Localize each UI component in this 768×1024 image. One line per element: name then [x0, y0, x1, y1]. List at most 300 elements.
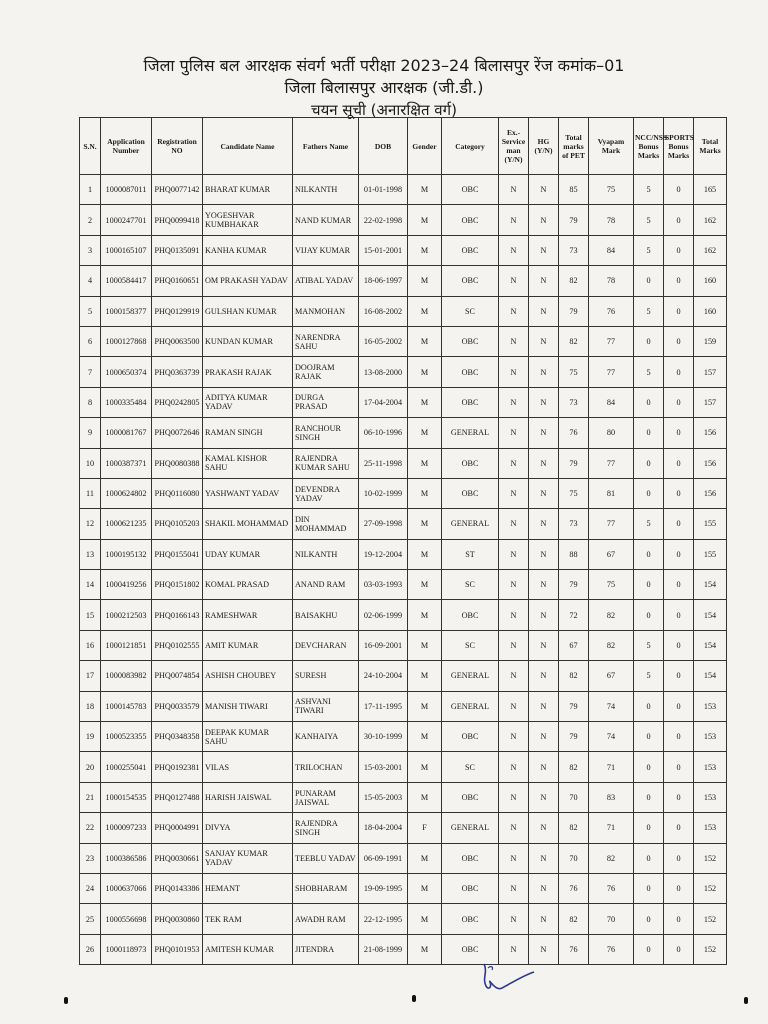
table-cell: AMIT KUMAR	[203, 630, 293, 660]
table-cell: N	[529, 691, 559, 721]
table-row	[80, 235, 727, 265]
table-cell: VIJAY KUMAR	[293, 235, 359, 265]
table-cell: OBC	[442, 326, 499, 356]
table-cell: 0	[634, 326, 664, 356]
table-cell: KANHAIYA	[293, 722, 359, 752]
table-cell: 8	[80, 387, 101, 417]
table-cell: 1	[80, 175, 101, 205]
table-cell: N	[499, 813, 529, 843]
table-row	[80, 630, 727, 660]
table-cell: 1000212503	[101, 600, 152, 630]
table-cell: SC	[442, 630, 499, 660]
table-row	[80, 600, 727, 630]
table-cell: 14	[80, 570, 101, 600]
table-cell: 160	[694, 296, 727, 326]
table-cell: N	[529, 296, 559, 326]
table-cell: M	[408, 752, 442, 782]
table-cell: 6	[80, 326, 101, 356]
table-cell: 79	[559, 722, 589, 752]
table-cell: M	[408, 691, 442, 721]
table-cell: 73	[559, 509, 589, 539]
table-cell: PHQ0363739	[152, 357, 203, 387]
table-cell: DEVENDRA YADAV	[293, 478, 359, 508]
table-cell: PHQ0072646	[152, 418, 203, 448]
table-cell: PHQ0143386	[152, 873, 203, 903]
table-cell: M	[408, 326, 442, 356]
table-cell: M	[408, 904, 442, 934]
table-cell: 79	[559, 570, 589, 600]
table-row	[80, 722, 727, 752]
table-cell: OBC	[442, 722, 499, 752]
table-cell: 84	[589, 235, 634, 265]
table-cell: UDAY KUMAR	[203, 539, 293, 569]
table-cell: 0	[634, 448, 664, 478]
table-row	[80, 873, 727, 903]
table-cell: BHARAT KUMAR	[203, 175, 293, 205]
table-row	[80, 357, 727, 387]
table-cell: 5	[634, 205, 664, 235]
table-cell: ADITYA KUMAR YADAV	[203, 387, 293, 417]
table-cell: NILKANTH	[293, 539, 359, 569]
table-cell: PHQ0135091	[152, 235, 203, 265]
table-cell: PHQ0030860	[152, 904, 203, 934]
table-cell: OBC	[442, 873, 499, 903]
table-cell: 1000154535	[101, 782, 152, 812]
table-cell: N	[499, 873, 529, 903]
table-cell: M	[408, 722, 442, 752]
table-cell: DEVCHARAN	[293, 630, 359, 660]
table-cell: 0	[634, 387, 664, 417]
table-cell: 160	[694, 266, 727, 296]
table-cell: OBC	[442, 478, 499, 508]
table-cell: SHOBHARAM	[293, 873, 359, 903]
column-header: Registration NO	[152, 118, 203, 175]
table-cell: N	[499, 782, 529, 812]
table-cell: 155	[694, 539, 727, 569]
table-cell: GENERAL	[442, 691, 499, 721]
table-cell: 78	[589, 266, 634, 296]
table-cell: 0	[664, 235, 694, 265]
table-cell: OBC	[442, 904, 499, 934]
table-cell: PHQ0063500	[152, 326, 203, 356]
table-cell: 21-08-1999	[359, 934, 408, 964]
table-cell: 80	[589, 418, 634, 448]
table-cell: NAND KUMAR	[293, 205, 359, 235]
table-cell: 79	[559, 296, 589, 326]
table-cell: 0	[634, 722, 664, 752]
table-cell: 0	[664, 175, 694, 205]
punch-hole-mark	[412, 995, 416, 1002]
table-row	[80, 387, 727, 417]
table-cell: N	[499, 326, 529, 356]
column-header: Fathers Name	[293, 118, 359, 175]
table-row	[80, 570, 727, 600]
table-cell: PHQ0192381	[152, 752, 203, 782]
table-cell: M	[408, 235, 442, 265]
table-cell: SHAKIL MOHAMMAD	[203, 509, 293, 539]
table-cell: ST	[442, 539, 499, 569]
table-cell: 77	[589, 326, 634, 356]
table-cell: N	[529, 387, 559, 417]
table-cell: 30-10-1999	[359, 722, 408, 752]
table-cell: N	[529, 661, 559, 691]
table-cell: PHQ0077142	[152, 175, 203, 205]
table-cell: 0	[664, 296, 694, 326]
table-cell: PHQ0101953	[152, 934, 203, 964]
table-cell: N	[499, 661, 529, 691]
table-cell: 13-08-2000	[359, 357, 408, 387]
table-row	[80, 205, 727, 235]
table-cell: OBC	[442, 387, 499, 417]
table-cell: 153	[694, 722, 727, 752]
table-cell: SURESH	[293, 661, 359, 691]
column-header: S.N.	[80, 118, 101, 175]
table-cell: 0	[664, 691, 694, 721]
table-cell: PHQ0074854	[152, 661, 203, 691]
table-cell: PHQ0099418	[152, 205, 203, 235]
table-row	[80, 843, 727, 873]
document-header	[0, 55, 768, 121]
table-cell: RAJENDRA SINGH	[293, 813, 359, 843]
table-cell: 1000195132	[101, 539, 152, 569]
table-cell: TEK RAM	[203, 904, 293, 934]
column-header: Vyapam Mark	[589, 118, 634, 175]
table-cell: 0	[664, 509, 694, 539]
table-cell: 0	[634, 813, 664, 843]
table-row	[80, 448, 727, 478]
table-cell: 156	[694, 418, 727, 448]
table-cell: BAISAKHU	[293, 600, 359, 630]
table-cell: M	[408, 600, 442, 630]
table-cell: 1000621235	[101, 509, 152, 539]
table-cell: 16	[80, 630, 101, 660]
table-cell: PHQ0127488	[152, 782, 203, 812]
table-cell: N	[499, 752, 529, 782]
table-cell: M	[408, 266, 442, 296]
table-cell: PHQ0116080	[152, 478, 203, 508]
table-cell: M	[408, 175, 442, 205]
table-row	[80, 296, 727, 326]
column-header: HG (Y/N)	[529, 118, 559, 175]
table-cell: 24-10-2004	[359, 661, 408, 691]
table-cell: N	[529, 448, 559, 478]
table-cell: PHQ0030661	[152, 843, 203, 873]
table-cell: M	[408, 782, 442, 812]
table-cell: 0	[634, 570, 664, 600]
table-cell: 5	[634, 357, 664, 387]
table-row	[80, 478, 727, 508]
column-header: Application Number	[101, 118, 152, 175]
table-cell: N	[529, 722, 559, 752]
table-cell: N	[499, 175, 529, 205]
table-cell: 157	[694, 387, 727, 417]
table-cell: 03-03-1993	[359, 570, 408, 600]
table-cell: 154	[694, 661, 727, 691]
table-cell: 0	[664, 600, 694, 630]
table-cell: N	[499, 205, 529, 235]
table-cell: 76	[589, 296, 634, 326]
table-row	[80, 661, 727, 691]
table-cell: N	[499, 539, 529, 569]
table-cell: 0	[664, 418, 694, 448]
table-cell: NARENDRA SAHU	[293, 326, 359, 356]
table-cell: PHQ0155041	[152, 539, 203, 569]
table-cell: 153	[694, 752, 727, 782]
table-cell: N	[529, 570, 559, 600]
table-cell: 75	[559, 478, 589, 508]
column-header: Total marks of PET	[559, 118, 589, 175]
table-cell: N	[499, 600, 529, 630]
table-cell: 88	[559, 539, 589, 569]
table-cell: 18-04-2004	[359, 813, 408, 843]
table-cell: 155	[694, 509, 727, 539]
table-cell: 1000081767	[101, 418, 152, 448]
table-cell: 152	[694, 873, 727, 903]
column-header: Candidate Name	[203, 118, 293, 175]
table-cell: 26	[80, 934, 101, 964]
table-row	[80, 418, 727, 448]
table-cell: 165	[694, 175, 727, 205]
table-cell: N	[529, 205, 559, 235]
table-cell: 71	[589, 813, 634, 843]
table-cell: M	[408, 296, 442, 326]
table-cell: RAMAN SINGH	[203, 418, 293, 448]
table-cell: 25-11-1998	[359, 448, 408, 478]
table-cell: 154	[694, 570, 727, 600]
table-cell: 3	[80, 235, 101, 265]
table-cell: GENERAL	[442, 813, 499, 843]
table-cell: 10-02-1999	[359, 478, 408, 508]
table-cell: 0	[664, 782, 694, 812]
table-cell: KAMAL KISHOR SAHU	[203, 448, 293, 478]
table-cell: 76	[559, 418, 589, 448]
table-cell: OBC	[442, 448, 499, 478]
table-cell: 79	[559, 448, 589, 478]
table-cell: 19	[80, 722, 101, 752]
column-header: NCC/NSS Bonus Marks	[634, 118, 664, 175]
table-cell: N	[529, 904, 559, 934]
table-cell: N	[529, 873, 559, 903]
table-cell: 0	[664, 843, 694, 873]
signature	[478, 958, 538, 998]
table-cell: M	[408, 448, 442, 478]
table-cell: 18	[80, 691, 101, 721]
table-cell: 11	[80, 478, 101, 508]
table-cell: N	[529, 235, 559, 265]
table-cell: 15-03-2001	[359, 752, 408, 782]
table-cell: M	[408, 478, 442, 508]
table-cell: F	[408, 813, 442, 843]
table-row	[80, 266, 727, 296]
table-row	[80, 904, 727, 934]
table-cell: 1000523355	[101, 722, 152, 752]
punch-hole-mark	[744, 997, 748, 1004]
table-cell: 1000386586	[101, 843, 152, 873]
table-cell: 15	[80, 600, 101, 630]
table-cell: N	[499, 387, 529, 417]
table-cell: OM PRAKASH YADAV	[203, 266, 293, 296]
table-cell: 06-10-1996	[359, 418, 408, 448]
table-cell: TRILOCHAN	[293, 752, 359, 782]
table-cell: 27-09-1998	[359, 509, 408, 539]
table-cell: 70	[589, 904, 634, 934]
table-cell: M	[408, 843, 442, 873]
table-cell: 152	[694, 843, 727, 873]
table-cell: N	[529, 357, 559, 387]
table-cell: 1000145783	[101, 691, 152, 721]
table-row	[80, 691, 727, 721]
table-cell: 0	[664, 752, 694, 782]
table-cell: 159	[694, 326, 727, 356]
table-cell: 1000556698	[101, 904, 152, 934]
table-cell: NILKANTH	[293, 175, 359, 205]
table-cell: 15-01-2001	[359, 235, 408, 265]
table-cell: 72	[559, 600, 589, 630]
table-cell: OBC	[442, 175, 499, 205]
table-cell: 17-04-2004	[359, 387, 408, 417]
table-cell: PHQ0160651	[152, 266, 203, 296]
table-cell: N	[499, 509, 529, 539]
table-cell: OBC	[442, 205, 499, 235]
table-cell: 77	[589, 357, 634, 387]
table-cell: RAJENDRA KUMAR SAHU	[293, 448, 359, 478]
table-cell: 156	[694, 448, 727, 478]
table-cell: 02-06-1999	[359, 600, 408, 630]
table-cell: M	[408, 418, 442, 448]
table-row	[80, 175, 727, 205]
table-cell: 0	[634, 934, 664, 964]
table-cell: 23	[80, 843, 101, 873]
table-cell: 19-09-1995	[359, 873, 408, 903]
table-cell: 0	[664, 661, 694, 691]
table-cell: RAMESHWAR	[203, 600, 293, 630]
table-row	[80, 782, 727, 812]
table-cell: 0	[634, 782, 664, 812]
table-cell: M	[408, 661, 442, 691]
table-cell: KANHA KUMAR	[203, 235, 293, 265]
table-cell: 2	[80, 205, 101, 235]
table-cell: 1000335484	[101, 387, 152, 417]
table-cell: 1000121851	[101, 630, 152, 660]
column-header: Category	[442, 118, 499, 175]
table-cell: 0	[664, 357, 694, 387]
table-cell: DOOJRAM RAJAK	[293, 357, 359, 387]
table-cell: 0	[634, 266, 664, 296]
table-cell: N	[529, 813, 559, 843]
table-cell: N	[499, 843, 529, 873]
table-cell: 1000118973	[101, 934, 152, 964]
table-cell: N	[499, 418, 529, 448]
table-cell: 153	[694, 782, 727, 812]
table-row	[80, 326, 727, 356]
table-cell: DURGA PRASAD	[293, 387, 359, 417]
table-cell: 1000584417	[101, 266, 152, 296]
table-cell: M	[408, 387, 442, 417]
table-cell: ASHVANI TIWARI	[293, 691, 359, 721]
table-cell: N	[529, 509, 559, 539]
table-cell: 5	[634, 661, 664, 691]
table-cell: YOGESHVAR KUMBHAKAR	[203, 205, 293, 235]
table-cell: ANAND RAM	[293, 570, 359, 600]
table-cell: 0	[664, 478, 694, 508]
table-cell: 16-09-2001	[359, 630, 408, 660]
table-cell: OBC	[442, 934, 499, 964]
table-cell: PHQ0004991	[152, 813, 203, 843]
table-cell: 0	[634, 843, 664, 873]
table-cell: KOMAL PRASAD	[203, 570, 293, 600]
table-cell: RANCHOUR SINGH	[293, 418, 359, 448]
table-cell: 0	[664, 266, 694, 296]
table-cell: 4	[80, 266, 101, 296]
table-cell: 78	[589, 205, 634, 235]
table-cell: GENERAL	[442, 509, 499, 539]
column-header: DOB	[359, 118, 408, 175]
list-title: चयन सूची (अनारक्षित वर्ग)	[311, 101, 457, 119]
table-cell: 77	[589, 509, 634, 539]
table-cell: 5	[634, 175, 664, 205]
column-header: Ex.-Service man (Y/N)	[499, 118, 529, 175]
table-cell: 70	[559, 843, 589, 873]
table-cell: 74	[589, 722, 634, 752]
table-cell: N	[529, 175, 559, 205]
table-cell: ATIBAL YADAV	[293, 266, 359, 296]
table-cell: HARISH JAISWAL	[203, 782, 293, 812]
table-cell: 0	[634, 600, 664, 630]
table-cell: 79	[559, 691, 589, 721]
table-cell: 77	[589, 448, 634, 478]
column-header: SPORTS Bonus Marks	[664, 118, 694, 175]
table-cell: 76	[559, 873, 589, 903]
table-cell: 153	[694, 691, 727, 721]
table-cell: KUNDAN KUMAR	[203, 326, 293, 356]
table-cell: PHQ0105203	[152, 509, 203, 539]
table-cell: M	[408, 873, 442, 903]
table-cell: TEEBLU YADAV	[293, 843, 359, 873]
table-cell: 0	[634, 478, 664, 508]
table-header-row	[80, 118, 727, 175]
table-cell: M	[408, 570, 442, 600]
table-cell: 1000419256	[101, 570, 152, 600]
table-cell: GENERAL	[442, 661, 499, 691]
table-cell: M	[408, 205, 442, 235]
table-cell: N	[529, 630, 559, 660]
table-cell: OBC	[442, 357, 499, 387]
table-cell: 85	[559, 175, 589, 205]
table-cell: 15-05-2003	[359, 782, 408, 812]
table-cell: 17-11-1995	[359, 691, 408, 721]
table-cell: 82	[559, 813, 589, 843]
table-cell: 1000127868	[101, 326, 152, 356]
table-cell: 10	[80, 448, 101, 478]
table-cell: HEMANT	[203, 873, 293, 903]
table-cell: 1000255041	[101, 752, 152, 782]
table-cell: PHQ0080388	[152, 448, 203, 478]
table-cell: 7	[80, 357, 101, 387]
table-cell: OBC	[442, 600, 499, 630]
table-cell: PUNARAM JAISWAL	[293, 782, 359, 812]
table-cell: PHQ0242805	[152, 387, 203, 417]
table-cell: PRAKASH RAJAK	[203, 357, 293, 387]
table-cell: OBC	[442, 782, 499, 812]
table-cell: 16-05-2002	[359, 326, 408, 356]
table-cell: M	[408, 357, 442, 387]
table-cell: 22	[80, 813, 101, 843]
table-cell: N	[499, 904, 529, 934]
table-cell: GENERAL	[442, 418, 499, 448]
table-cell: 82	[559, 661, 589, 691]
table-cell: 06-09-1991	[359, 843, 408, 873]
table-cell: N	[499, 630, 529, 660]
